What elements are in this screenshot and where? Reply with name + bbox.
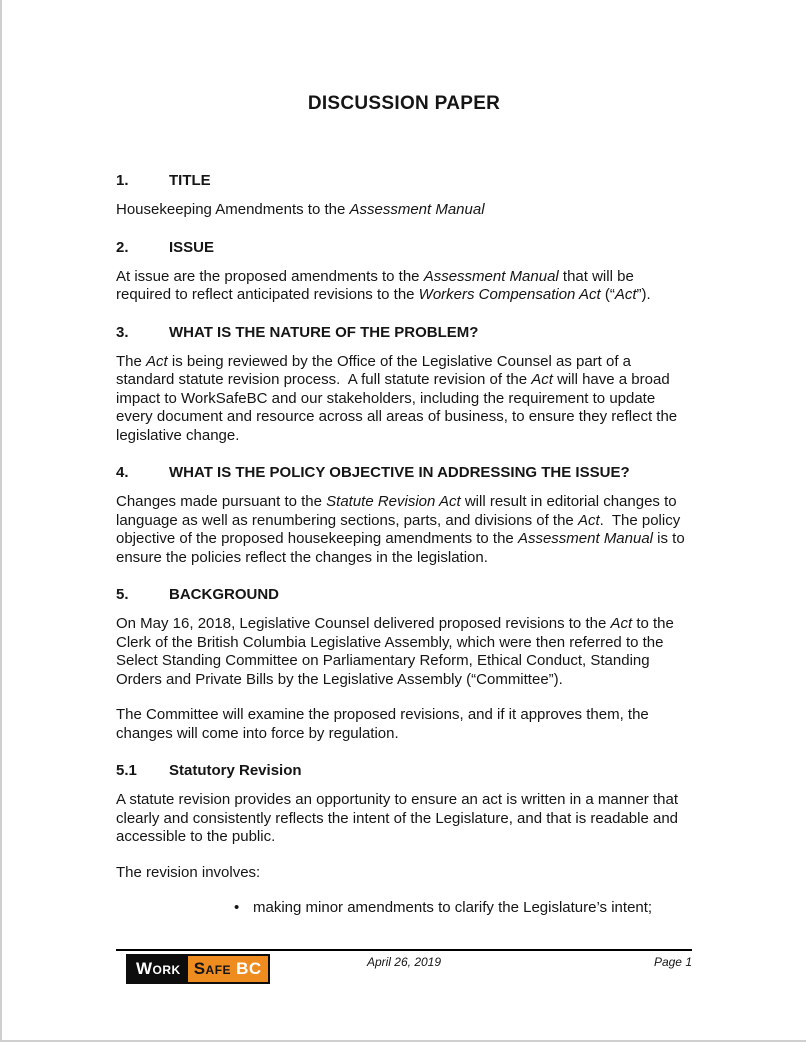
section-heading-1 <box>116 171 692 190</box>
text-run: On May 16, 2018, Legislative Counsel delivered proposed revisions to the <box>116 615 611 632</box>
bullet-item <box>116 899 692 918</box>
bullet-text <box>253 899 692 918</box>
paragraph <box>116 615 692 689</box>
logo-safe-text: Safe <box>193 959 232 978</box>
worksafebc-logo <box>126 954 270 984</box>
logo-work-segment <box>126 954 188 984</box>
section-heading-4 <box>116 463 692 482</box>
section-heading-5-1 <box>116 761 692 780</box>
footer-page-number: Page 1 <box>653 955 692 969</box>
document-body <box>116 171 692 918</box>
italic-text-run: Workers Compensation Act <box>418 286 601 303</box>
text-run: making minor amendments to clarify the Legislature’s intent; <box>253 899 653 916</box>
heading-text: WHAT IS THE NATURE OF THE PROBLEM? <box>169 323 479 341</box>
bullet-dot-icon: • <box>234 899 240 916</box>
heading-number: 5.1 <box>116 762 137 779</box>
paragraph <box>116 493 692 567</box>
document-title: DISCUSSION PAPER <box>307 93 501 114</box>
text-run: The revision involves: <box>116 863 261 881</box>
text-run: (“ <box>600 286 615 303</box>
text-run: to the Clerk of the British Columbia Legislative Assembly, which were then referred to the Select Standing Committee on Parliamentary Reform, Ethical Conduct, Standing Orders and Private Bills by the Legislative Assembly (“Committee”). <box>116 615 674 688</box>
paragraph <box>116 268 692 305</box>
heading-number: 5. <box>116 586 129 603</box>
text-run: The Committee will examine the proposed revisions, and if it approves them, the changes will come into force by regulation. <box>116 706 649 742</box>
paragraph <box>116 864 692 883</box>
text-run: will result in editorial changes to language as well as renumbering sections, parts, and divisions of the <box>116 493 677 529</box>
text-run: At issue are the proposed amendments to the <box>116 267 424 285</box>
text-run: The <box>116 352 147 370</box>
heading-number: 2. <box>116 238 129 256</box>
paragraph <box>116 201 692 220</box>
italic-text-run: Act <box>146 352 168 370</box>
paragraph <box>116 353 692 446</box>
text-run: will have a broad impact to WorkSafeBC and our stakeholders, including the requirement to update every document and resource across all areas of business, to ensure they reflect the legislative change. <box>116 371 678 444</box>
text-run: A statute revision provides an opportunity to ensure an act is written in a manner that clearly and consistently reflects the intent of the Legislature, and that is readable and accessible to the public. <box>116 791 679 845</box>
paragraph <box>116 706 692 743</box>
heading-text: BACKGROUND <box>169 586 279 603</box>
italic-text-run: Act <box>577 511 600 529</box>
section-heading-5 <box>116 585 692 604</box>
heading-text: WHAT IS THE POLICY OBJECTIVE IN ADDRESSING THE ISSUE? <box>169 464 630 481</box>
text-run: is to ensure the policies reflect the changes in the legislation. <box>116 530 685 566</box>
heading-number: 3. <box>116 323 129 341</box>
heading-number: 4. <box>116 464 129 481</box>
page-footer <box>116 949 692 989</box>
heading-text: TITLE <box>169 172 211 189</box>
text-run: Changes made pursuant to the <box>116 493 327 510</box>
section-heading-2 <box>116 238 692 257</box>
italic-text-run: Act <box>610 615 633 632</box>
heading-text: ISSUE <box>169 238 215 256</box>
document-content <box>2 0 806 918</box>
italic-text-run: Statute Revision Act <box>326 493 461 510</box>
text-run: ”). <box>636 286 651 303</box>
logo-work-text: Work <box>136 959 181 978</box>
italic-text-run: Assessment Manual <box>423 267 559 285</box>
heading-number: 1. <box>116 172 129 189</box>
logo-bc-text: BC <box>236 959 262 978</box>
paragraph <box>116 791 692 847</box>
text-run: . The policy objective of the proposed housekeeping amendments to the <box>116 511 681 547</box>
italic-text-run: Assessment Manual <box>349 201 485 218</box>
footer-date: April 26, 2019 <box>366 955 442 969</box>
section-heading-3 <box>116 323 692 342</box>
italic-text-run: Act <box>614 286 637 303</box>
text-run: Housekeeping Amendments to the <box>116 201 350 218</box>
text-run: is being reviewed by the Office of the Legislative Counsel as part of a standard statute revision process. A full statute revision of the <box>116 352 632 388</box>
heading-text: Statutory Revision <box>169 762 302 779</box>
italic-text-run: Assessment Manual <box>517 530 654 547</box>
logo-orange-segment <box>188 956 268 982</box>
italic-text-run: Act <box>531 371 553 388</box>
text-run: that will be required to reflect anticipated revisions to the <box>116 267 634 303</box>
